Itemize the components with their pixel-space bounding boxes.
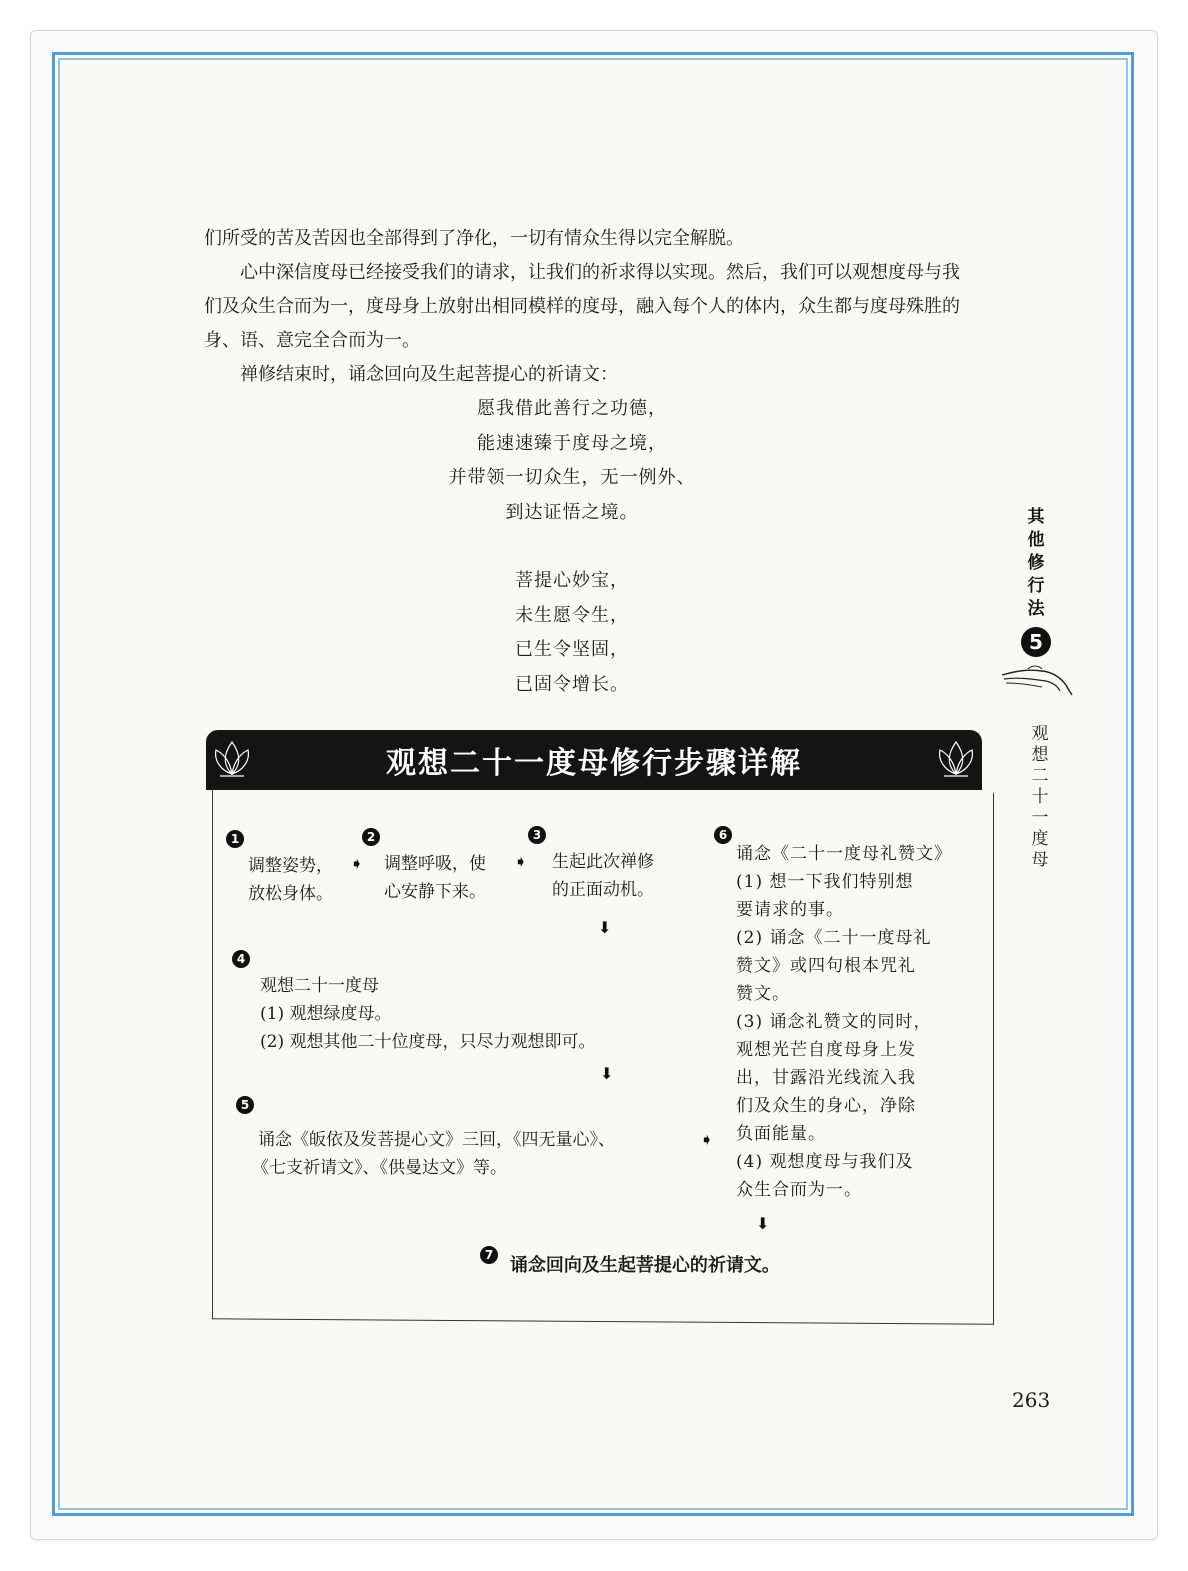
subtitle-char: 二 [1031, 766, 1049, 786]
step-line: (1) 想一下我们特别想 [736, 872, 914, 892]
step-line: (3) 诵念礼赞文的同时， [736, 1012, 932, 1032]
arrow-right-icon: ➧ [350, 854, 364, 873]
step-line: (2) 诵念《二十一度母礼 [736, 928, 932, 948]
verse-line: 愿我借此善行之功德， [477, 398, 667, 419]
step-line: 出，甘露沿光线流入我 [736, 1068, 916, 1088]
body-text [204, 222, 974, 392]
step-line: 负面能量。 [736, 1124, 826, 1144]
step-6 [714, 820, 954, 1204]
verse-dedication [362, 392, 782, 530]
step-number-badge: 4 [232, 950, 250, 968]
verse-line: 未生愿令生， [515, 604, 629, 626]
book-page [62, 62, 1124, 1506]
subtitle-char: 母 [1031, 850, 1049, 870]
step-line: 们及众生的身心，净除 [736, 1096, 916, 1116]
lotus-icon [934, 736, 978, 780]
verse-bodhicitta [362, 564, 782, 702]
step-line: 的正面动机。 [552, 880, 654, 900]
page-number: 263 [1012, 1388, 1051, 1412]
paragraph-3: 禅修结束时，诵念回向及生起菩提心的祈请文： [240, 364, 618, 385]
side-tab-char: 行 [1027, 576, 1045, 596]
step-number-badge: 7 [480, 1246, 498, 1264]
step-line: 诵念回向及生起菩提心的祈请文。 [509, 1255, 780, 1276]
step-number-badge: 5 [236, 1096, 254, 1114]
side-tab-char: 修 [1027, 553, 1045, 573]
step-number-badge: 6 [714, 826, 732, 844]
step-number-badge: 2 [362, 828, 380, 846]
step-line: (4) 观想度母与我们及 [736, 1152, 914, 1172]
arrow-right-icon: ➧ [700, 1130, 714, 1149]
chapter-subtitle [1022, 724, 1058, 871]
arrow-down-icon: ⬇ [756, 1214, 770, 1233]
step-7 [480, 1240, 780, 1276]
step-line: (2) 观想其他二十位度母，只尽力观想即可。 [260, 1032, 596, 1052]
step-1 [226, 824, 333, 908]
step-number-badge: 1 [226, 830, 244, 848]
step-line: 众生合而为一。 [736, 1180, 862, 1200]
step-line: 赞文。 [736, 984, 790, 1004]
side-tab-char: 法 [1027, 599, 1045, 619]
verse-line: 菩提心妙宝， [515, 570, 629, 591]
step-5 [236, 1090, 615, 1182]
verse-line: 并带领一切众生，无一例外、 [448, 467, 696, 488]
subtitle-char: 想 [1031, 745, 1049, 765]
step-line: 生起此次禅修 [552, 852, 654, 872]
diagram-title: 观想二十一度母修行步骤详解 [386, 746, 802, 781]
arrow-down-icon: ⬇ [600, 1064, 614, 1083]
paragraph-2: 心中深信度母已经接受我们的请求，让我们的祈求得以实现。然后，我们可以观想度母与我们及众生合而为一，度母身上放射出相同模样的度母，融入每个人的体内，众生都与度母殊胜的身、语、意完全合而为一。 [204, 262, 960, 351]
hand-mudra-icon [998, 661, 1076, 697]
step-title: 观想二十一度母 [260, 976, 379, 996]
subtitle-char: 观 [1031, 724, 1049, 744]
step-line: 赞文》或四句根本咒礼 [736, 956, 916, 976]
step-line: 调整呼吸，使 [384, 854, 486, 874]
step-line: 调整姿势， [248, 856, 333, 876]
arrow-right-icon: ➧ [514, 852, 528, 871]
step-line: 诵念《皈依及发菩提心文》三回，《四无量心》、 [258, 1130, 615, 1150]
arrow-down-icon: ⬇ [598, 918, 612, 937]
verse-line: 已生令坚固， [515, 639, 629, 660]
step-number-badge: 3 [528, 826, 546, 844]
paragraph-1: 们所受的苦及苦因也全部得到了净化，一切有情众生得以完全解脱。 [204, 228, 744, 249]
step-line: 要请求的事。 [736, 900, 844, 920]
subtitle-char: 十 [1031, 787, 1049, 807]
step-title: 诵念《二十一度母礼赞文》 [736, 844, 952, 864]
step-2 [362, 822, 486, 906]
verse-line: 能速速臻于度母之境， [477, 432, 667, 454]
step-line: (1) 观想绿度母。 [260, 1004, 392, 1024]
chapter-number-badge: 5 [1021, 627, 1051, 657]
subtitle-char: 度 [1031, 829, 1049, 849]
step-line: 《七支祈请文》、《供曼达文》等。 [252, 1158, 507, 1178]
subtitle-char: 一 [1031, 808, 1049, 828]
side-tab-char: 其 [1027, 507, 1045, 527]
verse-line: 到达证悟之境。 [505, 501, 639, 523]
step-4 [232, 944, 595, 1056]
step-line: 放松身体。 [248, 884, 333, 904]
step-line: 观想光芒自度母身上发 [736, 1040, 916, 1060]
side-tab-char: 他 [1027, 530, 1045, 550]
step-line: 心安静下来。 [384, 882, 486, 902]
step-3 [528, 820, 654, 904]
verse-line: 已固令增长。 [515, 673, 629, 695]
chapter-side-tab [1018, 506, 1054, 702]
diagram-title-banner [206, 730, 982, 790]
